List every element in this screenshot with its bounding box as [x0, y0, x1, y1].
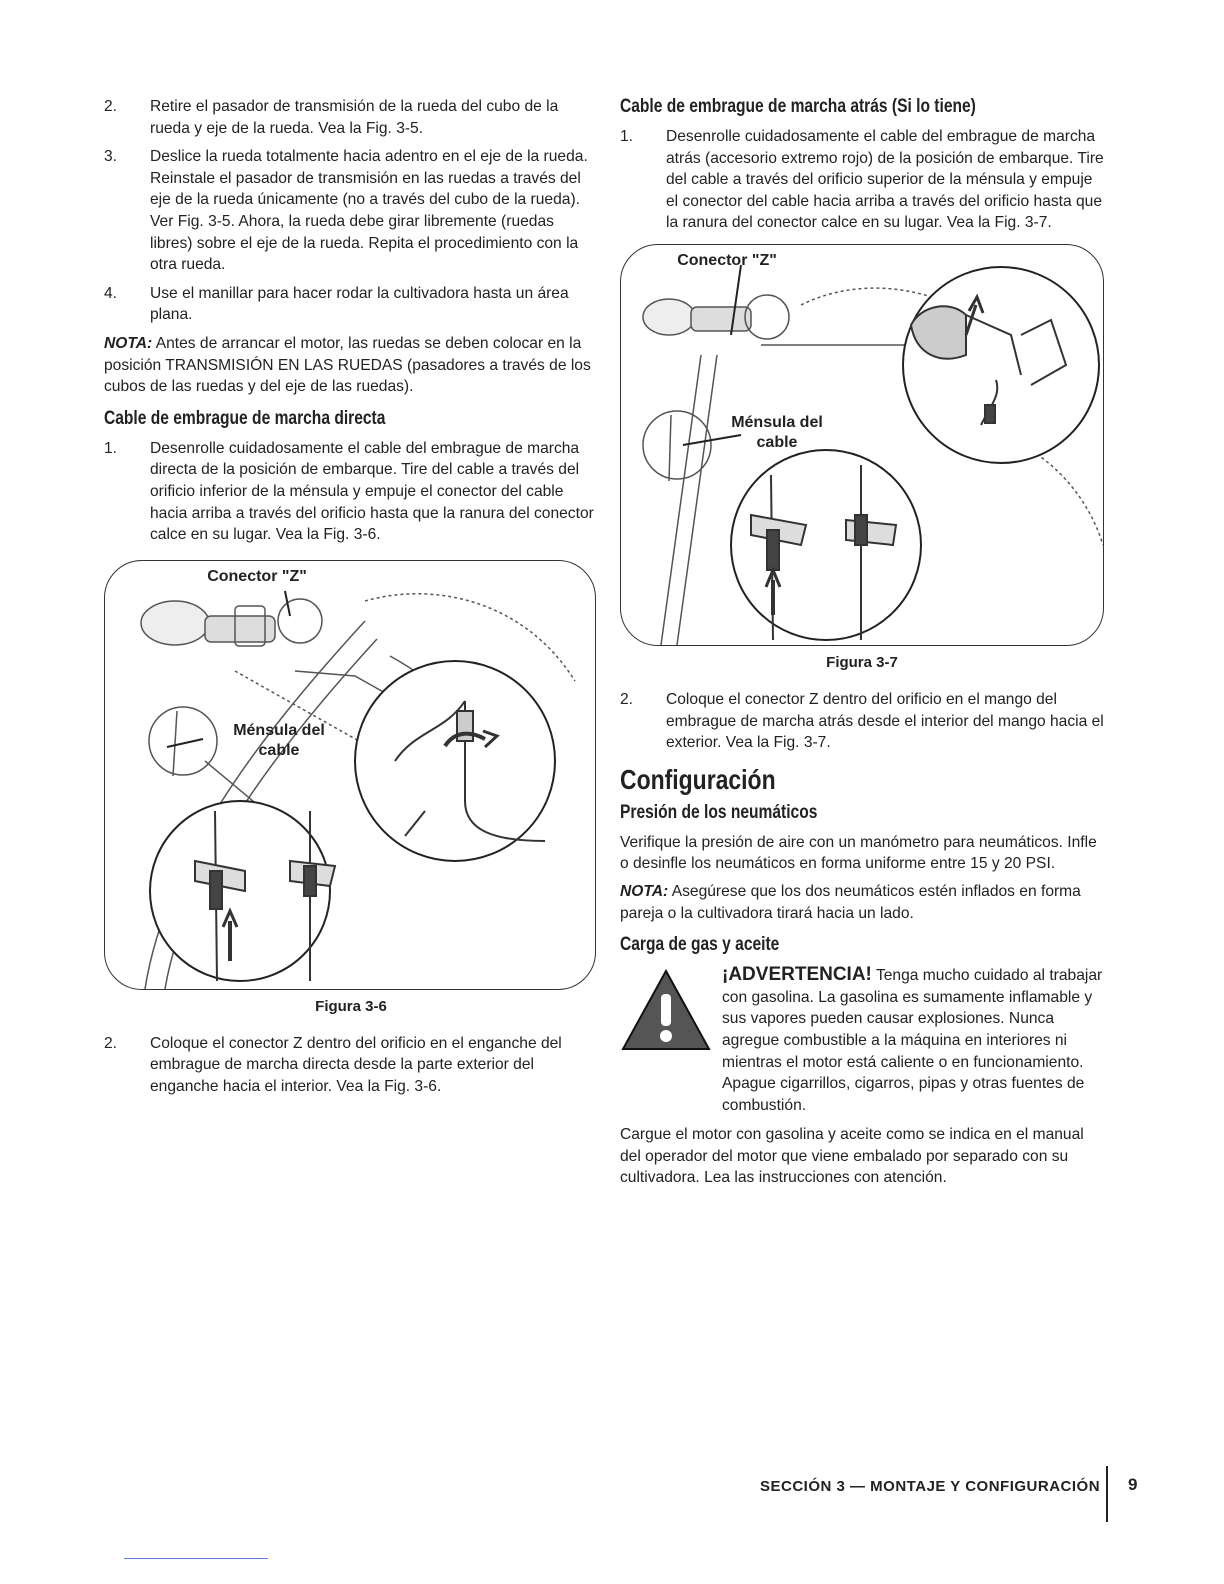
label-mensula: Ménsula del cable [731, 413, 823, 451]
tire-pressure-text: Verifique la presión de aire con un manómetro para neumáticos. Infle o desinfle los neumáticos en forma uniforme entre 15 y 20 PSI. [620, 833, 1097, 873]
step-number: 3. [104, 148, 118, 166]
figure-3-7-illustration [621, 245, 1103, 645]
page-number: 9 [1128, 1475, 1138, 1494]
warning-title: ¡ADVERTENCIA! [722, 964, 872, 986]
step-2-remove-pin [104, 96, 598, 139]
step-number: 1. [104, 439, 118, 457]
step-2-forward-z-connector [104, 1033, 598, 1098]
heading-forward-clutch-cable: Cable de embrague de marcha directa [104, 407, 386, 429]
footer-divider [1106, 1466, 1108, 1522]
warning-block [620, 964, 1104, 1116]
figure-3-6 [104, 560, 596, 990]
left-column [104, 96, 598, 1104]
detail-circle-handle [903, 267, 1099, 463]
step-number: 2. [620, 690, 634, 708]
heading-tire-pressure: Presión de los neumáticos [620, 801, 818, 823]
step-number: 4. [104, 284, 118, 302]
step-text: Desenrolle cuidadosamente el cable del embrague de marcha directa de la posición de embarque. Tire del cable a través del orificio inferior de la ménsula y empuje el conector del cable hacia arriba a través del orificio hasta que la ranura del conector calce en su lugar. Vea la Fig. 3-6. [150, 439, 594, 544]
footer-section-title: SECCIÓN 3 — MONTAJE Y CONFIGURACIÓN [760, 1478, 1101, 1495]
gas-oil-text: Cargue el motor con gasolina y aceite como se indica en el manual del operador del motor que viene embalado por separado con su cultivadora. Lea las instrucciones con atención. [620, 1126, 1084, 1187]
step-text: Coloque el conector Z dentro del orificio en el mango del embrague de marcha atrás desde el interior del mango hacia el exterior. Vea la Fig. 3-7. [666, 690, 1104, 752]
step-text: Retire el pasador de transmisión de la rueda del cubo de la rueda y eje de la rueda. Vea la Fig. 3-5. [150, 98, 559, 137]
right-column [620, 96, 1104, 1195]
step-text: Desenrolle cuidadosamente el cable del embrague de marcha atrás (accesorio extremo rojo) de la posición de embarque. Tire del cable a través del orificio superior de la ménsula y empuje el conector del cable hacia arriba a través del orificio hasta que la ranura del conector calce en su lugar. Vea la Fig. 3-7. [666, 128, 1104, 232]
warning-triangle-icon [620, 968, 712, 1052]
figure-3-6-caption: Figura 3-6 [315, 997, 387, 1015]
step-2-reverse-z-connector [620, 689, 1104, 754]
heading-reverse-clutch-cable: Cable de embrague de marcha atrás (Si lo tiene) [620, 96, 976, 117]
label-mensula: Ménsula del cable [233, 721, 325, 759]
nota-label: NOTA: [620, 882, 669, 900]
step-text: Deslice la rueda totalmente hacia adentro en el eje de la rueda. Reinstale el pasador de transmisión en las ruedas a través del eje de la rueda únicamente (no a través del cubo de la rueda). Ver Fig. 3-5. Ahora, la rueda debe girar libremente (ruedas libres) sobre el eje de la rueda. Repita el procedimiento con la otra rueda. [150, 148, 588, 274]
label-conector-z: Conector "Z" [207, 567, 307, 585]
step-text: Coloque el conector Z dentro del orificio en el enganche del embrague de marcha directa desde la parte exterior del enganche hacia el interior. Vea la Fig. 3-6. [150, 1034, 562, 1095]
heading-gas-oil: Carga de gas y aceite [620, 934, 780, 956]
step-3-slide-wheel [104, 146, 598, 276]
decorative-rule [124, 1558, 268, 1559]
warning-text [722, 964, 1104, 1116]
detail-circle-connector [355, 661, 555, 861]
step-text: Use el manillar para hacer rodar la cultivadora hasta un área plana. [150, 284, 569, 324]
step-1-forward-cable [104, 438, 598, 546]
step-1-reverse-cable [620, 126, 1104, 234]
nota-wheels [104, 333, 598, 398]
nota-tires [620, 881, 1104, 924]
label-conector-z: Conector "Z" [677, 251, 777, 269]
figure-3-6-illustration [105, 561, 595, 989]
nota-text: Antes de arrancar el motor, las ruedas se deben colocar en la posición TRANSMISIÓN EN LAS RUEDAS (pasadores a través de los cubos de las ruedas y del eje de las ruedas). [104, 334, 591, 396]
step-number: 2. [104, 98, 118, 115]
figure-3-7-caption: Figura 3-7 [826, 653, 898, 671]
step-number: 2. [104, 1034, 118, 1052]
nota-text: Asegúrese que los dos neumáticos estén inflados en forma pareja o la cultivadora tirará hacia un lado. [620, 882, 1081, 922]
warning-body: Tenga mucho cuidado al trabajar con gasolina. La gasolina es sumamente inflamable y sus vapores pueden causar explosiones. Nunca agregue combustible a la máquina en interiores ni mientras el motor está caliente o en funcionamiento. Apague cigarrillos, cigarros, pipas y otras fuentes de combustión. [722, 967, 1103, 1114]
nota-label: NOTA: [104, 334, 153, 352]
step-4-roll-tiller [104, 283, 598, 326]
figure-3-7 [620, 244, 1104, 646]
heading-configuracion: Configuración [620, 763, 776, 795]
step-number: 1. [620, 128, 634, 145]
